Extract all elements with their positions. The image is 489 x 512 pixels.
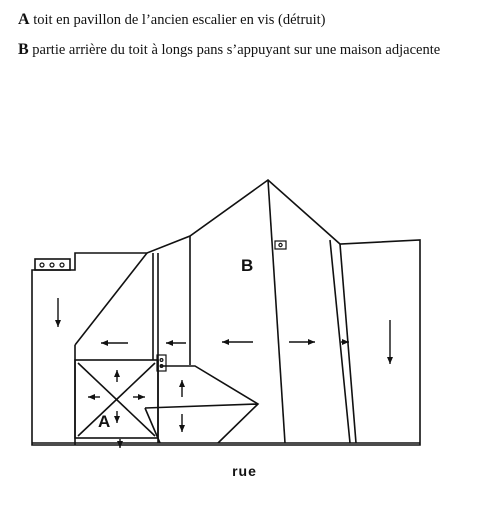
legend-key-b: B [18,41,29,58]
skylight-b [275,241,286,249]
ridge-line-b [268,180,285,443]
legend-key-a: A [18,11,30,28]
skylight-small-dot [160,359,163,362]
legend-text-b: partie arrière du toit à longs pans s’appuyant sur une maison adjacente [28,42,441,58]
vent-hole [40,263,44,267]
vent-hole [50,263,54,267]
legend-text-a: toit en pavillon de l’ancien escalier en vis (détruit) [29,12,326,28]
street-label: rue [232,463,257,479]
central-dormer [145,366,258,443]
label-b: B [241,256,254,275]
skylight-b-dot [279,243,282,246]
label-a: A [98,412,111,431]
hip-line-left [75,253,147,345]
vent-hole [60,263,64,267]
right-valley-2 [340,244,356,443]
